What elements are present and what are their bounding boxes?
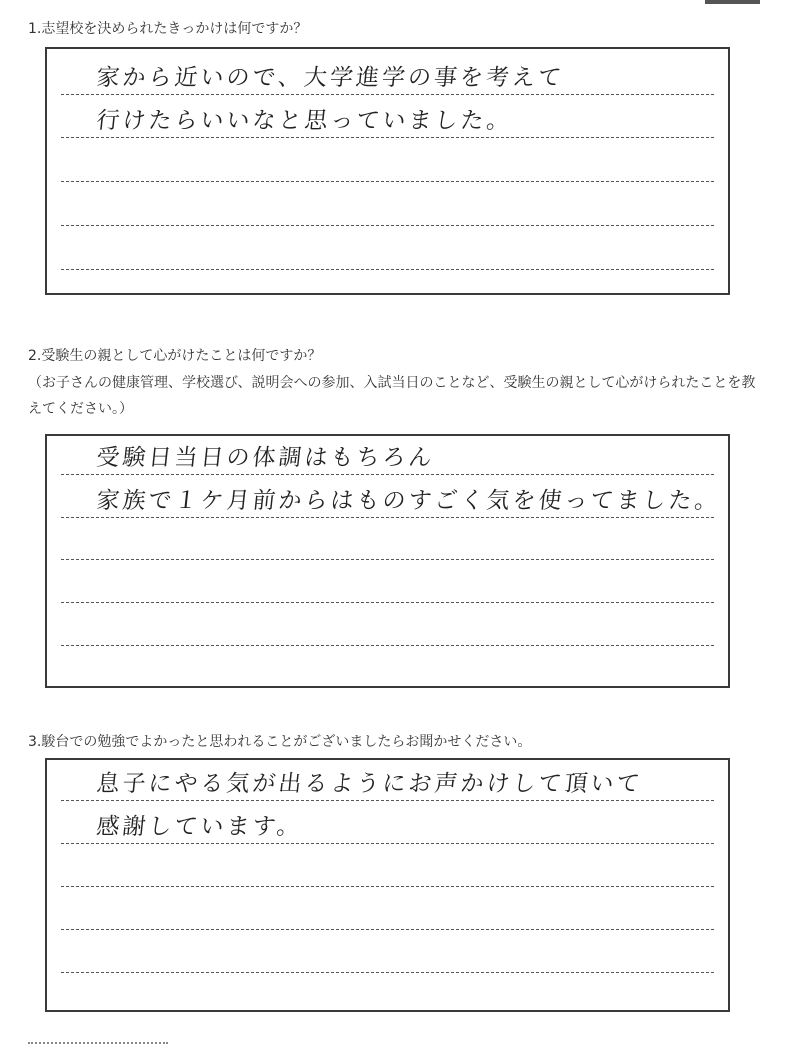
answer-2-line-1	[61, 429, 714, 475]
question-2-note: （お子さんの健康管理、学校選び、説明会への参加、入試当日のことなど、受験生の親として心がけられたことを教えてください。）	[28, 375, 756, 417]
answer-2-text-1: 受験日当日の体調はもちろん	[95, 445, 436, 471]
answer-3-line-1	[61, 755, 714, 801]
answer-2-line-2	[61, 472, 722, 518]
answer-2-line-3	[61, 514, 714, 560]
corner-mark	[705, 0, 760, 4]
answer-box-3	[45, 758, 730, 1012]
answer-2-line-5	[61, 600, 714, 646]
answer-1-text-2: 行けたらいいなと思っていました。	[95, 108, 514, 134]
answer-1-line-3	[61, 136, 714, 182]
answer-1-line-5	[61, 224, 714, 270]
answer-3-line-4	[61, 884, 714, 930]
answer-3-line-5	[61, 927, 714, 973]
answer-box-1	[45, 47, 730, 295]
answer-3-line-2	[61, 798, 714, 844]
question-2-title: 2.受験生の親として心がけたことは何ですか？	[28, 348, 322, 364]
answer-box-2	[45, 434, 730, 688]
answer-3-text-2: 感謝しています。	[95, 814, 305, 840]
question-1-title: 1.志望校を決められたきっかけは何ですか？	[28, 21, 308, 37]
answer-2-line-4	[61, 557, 714, 603]
answer-1-text-1: 家から近いので、大学進学の事を考えて	[95, 65, 566, 91]
answer-1-line-1	[61, 49, 714, 95]
answer-2-text-2: 家族で１ケ月前からはものすごく気を使ってました。	[95, 488, 722, 514]
question-3-title: 3.駿台での勉強でよかったと思われることがございましたらお聞かせください。	[28, 734, 532, 750]
answer-3-text-1: 息子にやる気が出るようにお声かけして頂いて	[95, 771, 644, 797]
footer-fragment	[28, 1042, 168, 1050]
answer-3-line-3	[61, 841, 714, 887]
answer-1-line-4	[61, 180, 714, 226]
answer-1-line-2	[61, 92, 714, 138]
